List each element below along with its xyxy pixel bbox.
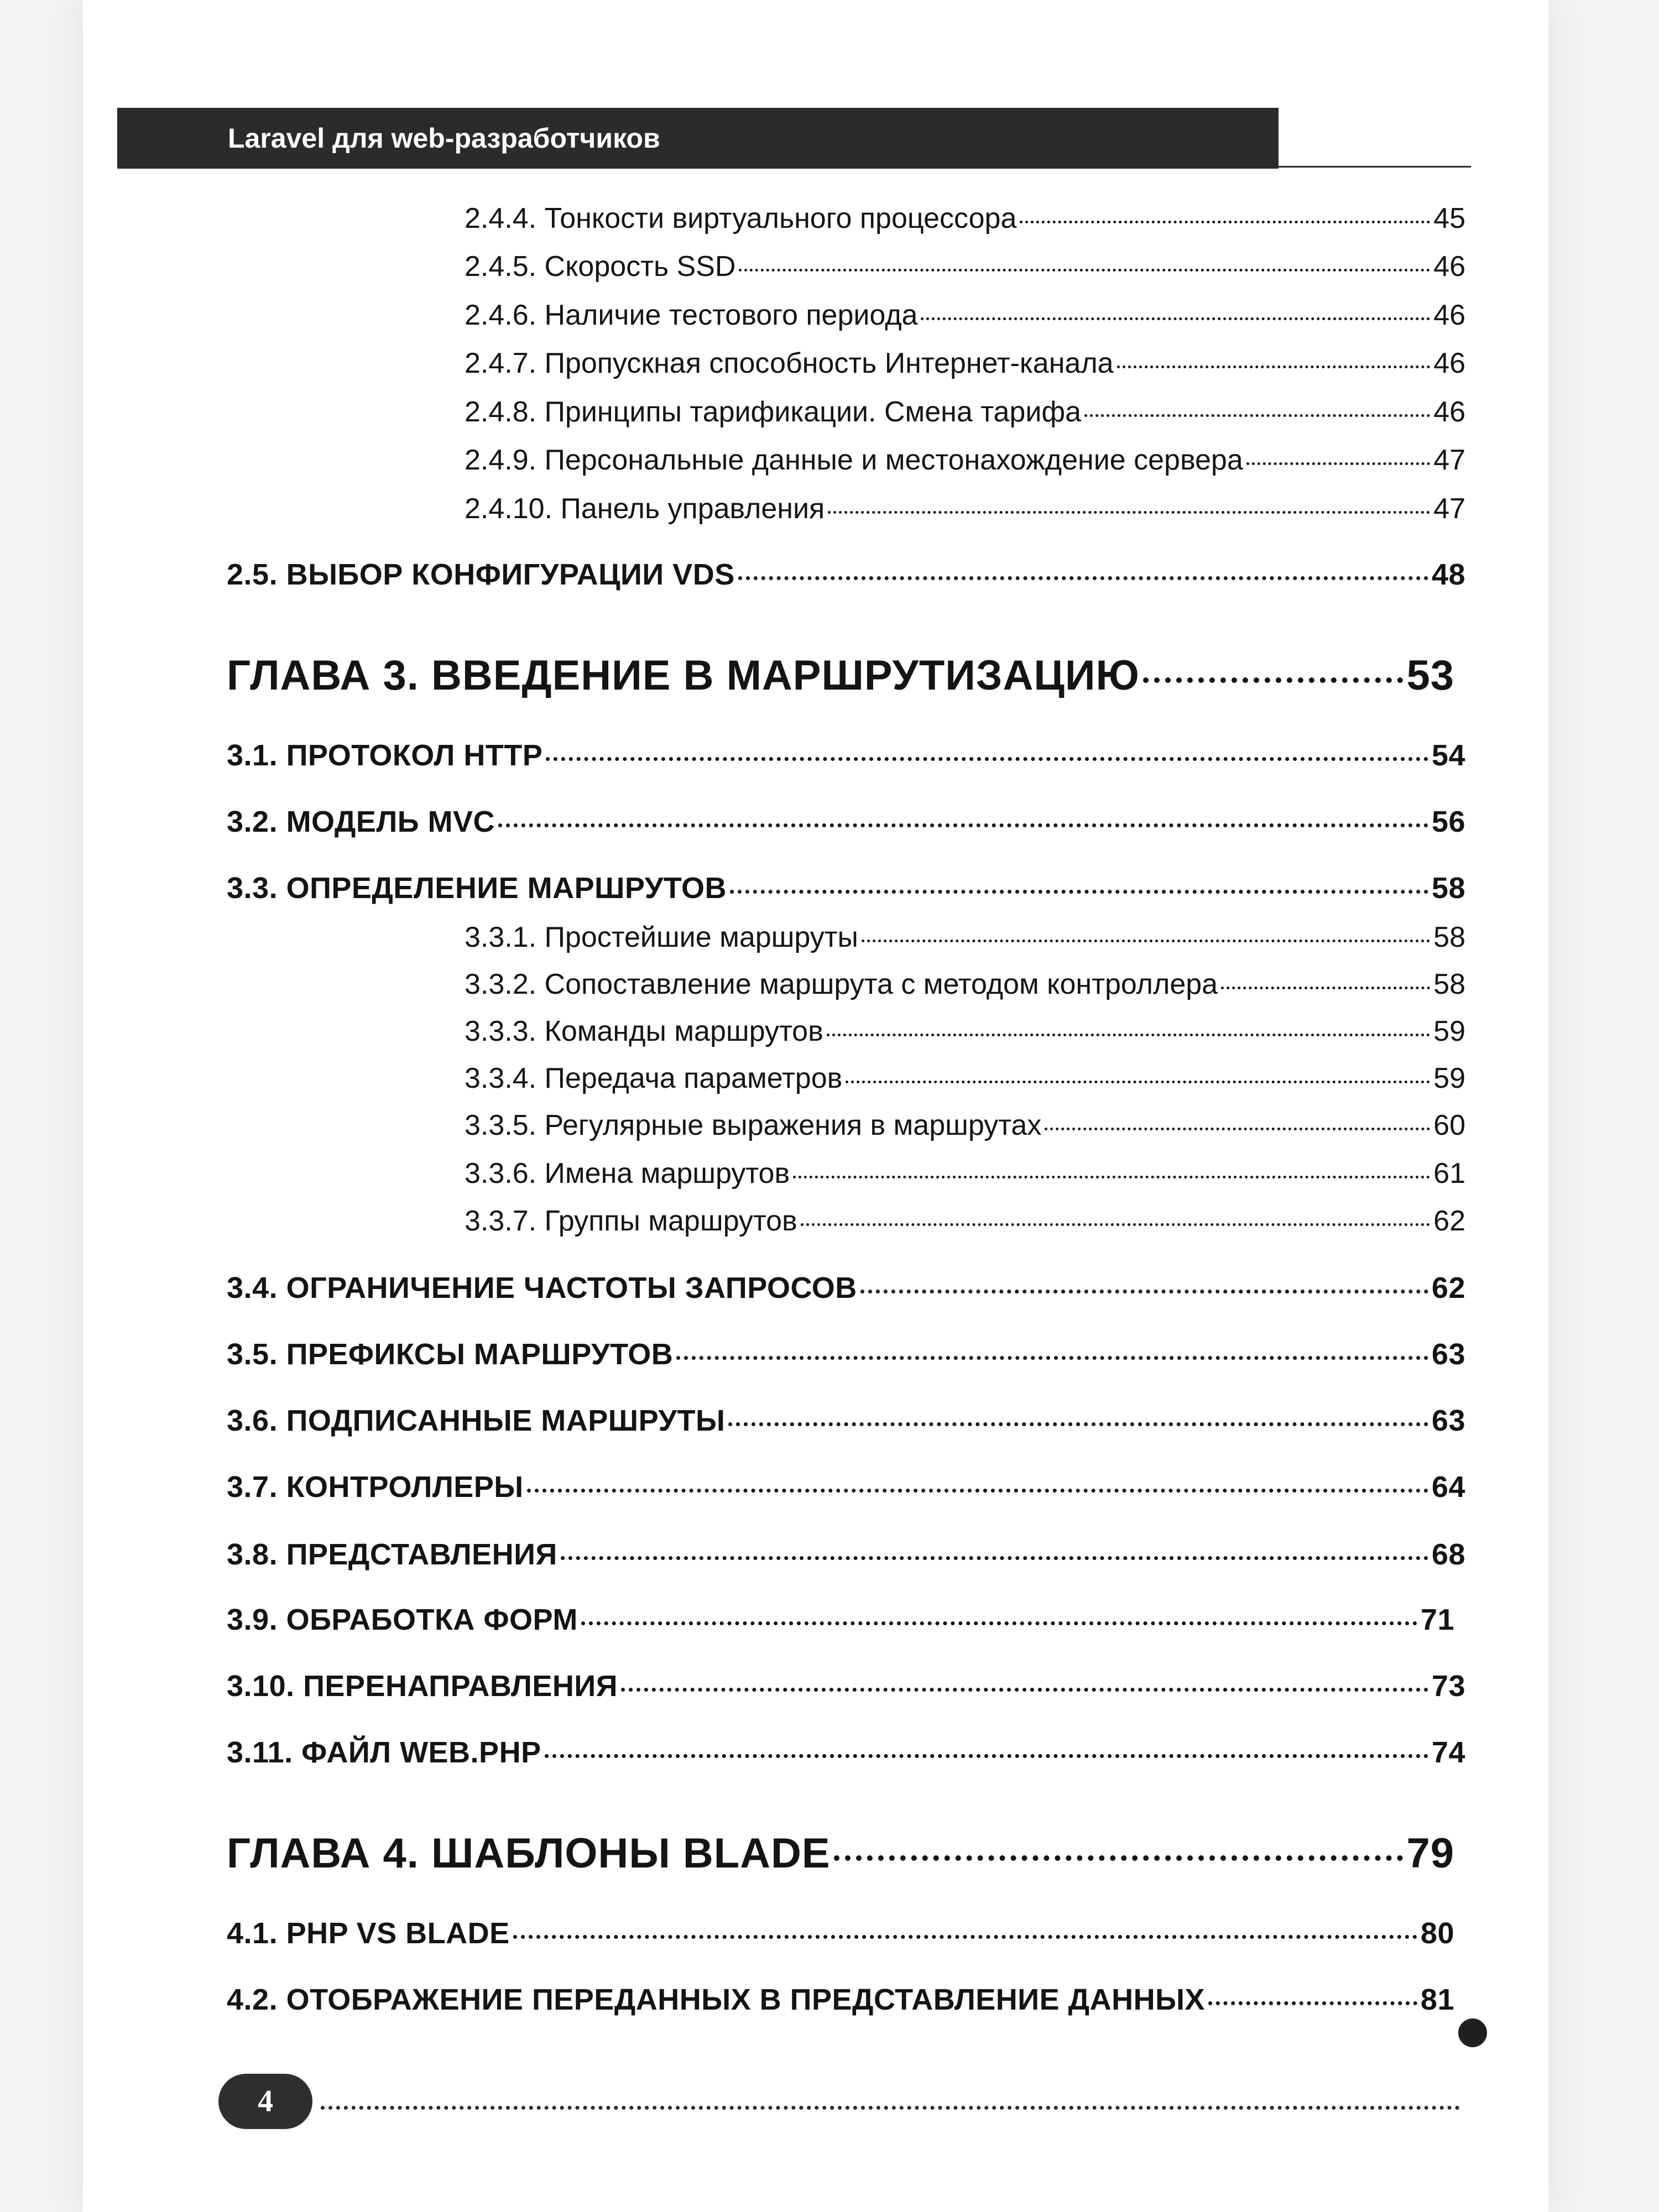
toc-entry-title: 3.3.2. Сопоставление маршрута с методом контроллера	[465, 968, 1218, 1000]
toc-entry-page: 58	[1433, 921, 1465, 953]
toc-dot-leader	[730, 890, 1428, 894]
toc-section-entry	[227, 1537, 1465, 1572]
toc-dot-leader	[827, 1034, 1430, 1036]
toc-entry-title: 4.2. ОТОБРАЖЕНИЕ ПЕРЕДАННЫХ В ПРЕДСТАВЛЕНИЕ ДАННЫХ	[227, 1983, 1205, 2016]
toc-subsection-entry	[465, 921, 1465, 954]
toc-entry-title: 3.9. ОБРАБОТКА ФОРМ	[227, 1603, 578, 1636]
toc-subsection-entry	[465, 250, 1465, 283]
toc-entry-title: 3.6. ПОДПИСАННЫЕ МАРШРУТЫ	[227, 1404, 726, 1437]
toc-dot-leader	[739, 269, 1430, 272]
toc-subsection-entry	[465, 968, 1465, 1001]
toc-dot-leader	[738, 576, 1428, 580]
toc-dot-leader	[621, 1688, 1428, 1692]
toc-entry-title: 2.4.6. Наличие тестового периода	[465, 299, 918, 331]
toc-dot-leader	[1117, 366, 1431, 368]
toc-dot-leader	[846, 1081, 1430, 1083]
toc-subsection-entry	[465, 492, 1465, 525]
toc-entry-title: 2.4.8. Принципы тарификации. Смена тарифа	[465, 396, 1082, 428]
toc-entry-page: 59	[1433, 1015, 1465, 1047]
toc-entry-title: ГЛАВА 4. ШАБЛОНЫ BLADE	[227, 1830, 831, 1877]
toc-entry-page: 53	[1406, 652, 1454, 699]
toc-entry-page: 74	[1431, 1736, 1465, 1769]
toc-dot-leader	[1084, 414, 1430, 417]
toc-entry-title: 3.3. ОПРЕДЕЛЕНИЕ МАРШРУТОВ	[227, 872, 727, 905]
toc-chapter-entry	[227, 1829, 1454, 1877]
toc-entry-page: 47	[1433, 444, 1465, 476]
footer-bullet	[1458, 2018, 1487, 2047]
toc-entry-page: 48	[1431, 558, 1465, 591]
toc-entry-page: 79	[1406, 1830, 1454, 1877]
toc-section-entry	[227, 1603, 1454, 1637]
toc-entry-page: 80	[1420, 1917, 1454, 1950]
toc-subsection-entry	[465, 395, 1465, 429]
toc-entry-title: 3.1. ПРОТОКОЛ HTTP	[227, 739, 543, 772]
toc-dot-leader	[1208, 2001, 1417, 2005]
toc-entry-title: 3.2. МОДЕЛЬ MVC	[227, 805, 495, 838]
toc-entry-title: 2.4.4. Тонкости виртуального процессора	[465, 202, 1017, 234]
toc-dot-leader	[1020, 221, 1430, 223]
toc-section-entry	[227, 1271, 1465, 1305]
toc-subsection-entry	[465, 444, 1465, 477]
toc-entry-title: 3.3.1. Простейшие маршруты	[465, 921, 858, 953]
toc-entry-title: 3.7. КОНТРОЛЛЕРЫ	[227, 1470, 524, 1504]
toc-entry-page: 46	[1433, 251, 1465, 283]
toc-entry-page: 68	[1431, 1538, 1465, 1571]
toc-entry-page: 61	[1433, 1157, 1465, 1190]
toc-entry-page: 46	[1433, 299, 1465, 331]
toc-entry-page: 58	[1433, 968, 1465, 1000]
toc-entry-title: 3.10. ПЕРЕНАПРАВЛЕНИЯ	[227, 1670, 618, 1703]
toc-subsection-entry	[465, 299, 1465, 332]
running-header-title: Laravel для web-разработчиков	[228, 123, 660, 154]
toc-section-entry	[227, 1916, 1454, 1950]
toc-entry-title: 3.3.6. Имена маршрутов	[465, 1157, 790, 1190]
toc-subsection-entry	[465, 1204, 1465, 1238]
toc-entry-page: 46	[1433, 347, 1465, 379]
toc-dot-leader	[545, 1754, 1428, 1758]
toc-dot-leader	[828, 511, 1430, 514]
toc-entry-title: 3.3.5. Регулярные выражения в маршрутах	[465, 1109, 1042, 1141]
toc-entry-page: 46	[1433, 396, 1465, 428]
toc-subsection-entry	[465, 1109, 1465, 1142]
toc-entry-page: 63	[1431, 1338, 1465, 1371]
page-number: 4	[258, 2084, 273, 2119]
toc-entry-title: 3.11. ФАЙЛ WEB.PHP	[227, 1736, 541, 1769]
toc-entry-page: 73	[1431, 1670, 1465, 1703]
toc-entry-title: 2.4.10. Панель управления	[465, 493, 825, 525]
toc-entry-title: 2.4.7. Пропускная способность Интернет-канала	[465, 347, 1114, 379]
toc-entry-page: 56	[1431, 805, 1465, 838]
toc-section-entry	[227, 738, 1465, 773]
toc-section-entry	[227, 805, 1465, 839]
toc-dot-leader	[728, 1422, 1428, 1426]
toc-dot-leader	[561, 1556, 1428, 1560]
toc-section-entry	[227, 871, 1465, 905]
toc-dot-leader	[1246, 462, 1430, 465]
toc-entry-title: 3.3.3. Команды маршрутов	[465, 1015, 823, 1047]
toc-dot-leader	[793, 1176, 1430, 1178]
toc-entry-page: 71	[1420, 1603, 1454, 1636]
toc-entry-title: 3.3.4. Передача параметров	[465, 1062, 843, 1094]
footer-dotted-rule	[321, 2106, 1460, 2110]
toc-entry-page: 54	[1431, 739, 1465, 772]
toc-dot-leader	[546, 757, 1428, 761]
toc-section-entry	[227, 1735, 1465, 1770]
toc-dot-leader	[921, 317, 1430, 320]
toc-subsection-entry	[465, 1015, 1465, 1048]
toc-dot-leader	[1143, 677, 1404, 683]
toc-dot-leader	[801, 1223, 1430, 1226]
toc-dot-leader	[676, 1356, 1428, 1360]
toc-section-entry	[227, 1470, 1465, 1504]
toc-dot-leader	[862, 940, 1430, 942]
toc-entry-title: 3.3.7. Группы маршрутов	[465, 1205, 797, 1237]
toc-entry-title: 4.1. PHP VS BLADE	[227, 1917, 510, 1950]
toc-entry-title: 3.4. ОГРАНИЧЕНИЕ ЧАСТОТЫ ЗАПРОСОВ	[227, 1271, 857, 1305]
toc-section-entry	[227, 1669, 1465, 1703]
toc-entry-page: 45	[1433, 202, 1465, 234]
toc-entry-title: ГЛАВА 3. ВВЕДЕНИЕ В МАРШРУТИЗАЦИЮ	[227, 652, 1140, 699]
page-number-badge	[218, 2074, 312, 2129]
toc-dot-leader	[1045, 1128, 1430, 1130]
toc-subsection-entry	[465, 347, 1465, 380]
toc-entry-page: 47	[1433, 493, 1465, 525]
toc-entry-page: 81	[1420, 1983, 1454, 2016]
toc-dot-leader	[527, 1489, 1428, 1493]
toc-dot-leader	[498, 823, 1428, 827]
toc-dot-leader	[860, 1290, 1428, 1293]
toc-entry-page: 58	[1431, 872, 1465, 905]
toc-entry-page: 63	[1431, 1404, 1465, 1437]
toc-dot-leader	[581, 1621, 1417, 1625]
toc-subsection-entry	[465, 202, 1465, 235]
toc-dot-leader	[1221, 987, 1430, 989]
toc-dot-leader	[834, 1855, 1404, 1861]
toc-entry-page: 62	[1431, 1271, 1465, 1305]
toc-subsection-entry	[465, 1062, 1465, 1095]
toc-entry-page: 60	[1433, 1109, 1465, 1141]
toc-entry-page: 64	[1431, 1470, 1465, 1504]
toc-entry-page: 59	[1433, 1062, 1465, 1094]
toc-section-entry	[227, 557, 1465, 592]
toc-entry-title: 3.5. ПРЕФИКСЫ МАРШРУТОВ	[227, 1338, 674, 1371]
toc-section-entry	[227, 1983, 1454, 2017]
toc-subsection-entry	[465, 1157, 1465, 1190]
toc-entry-title: 2.4.5. Скорость SSD	[465, 251, 736, 283]
toc-entry-page: 62	[1433, 1205, 1465, 1237]
toc-dot-leader	[513, 1935, 1417, 1939]
toc-entry-title: 2.4.9. Персональные данные и местонахождение сервера	[465, 444, 1243, 476]
toc-entry-title: 2.5. ВЫБОР КОНФИГУРАЦИИ VDS	[227, 558, 735, 591]
toc-section-entry	[227, 1337, 1465, 1371]
toc-section-entry	[227, 1404, 1465, 1438]
toc-chapter-entry	[227, 651, 1454, 700]
toc-entry-title: 3.8. ПРЕДСТАВЛЕНИЯ	[227, 1538, 557, 1571]
